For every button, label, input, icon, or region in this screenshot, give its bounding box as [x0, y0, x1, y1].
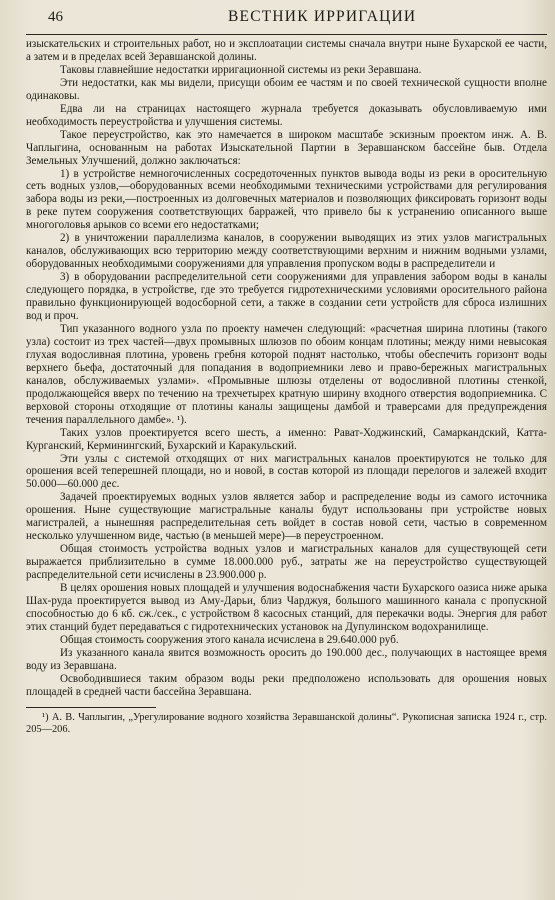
paragraph: Освободившиеся таким образом воды реки предположено использовать для орошения новых площадей в средней части бассейна Зеравшана. — [26, 672, 547, 698]
paragraph: Тип указанного водного узла по проекту намечен следующий: «расчетная ширина плотины (такого узла) состоит из трех частей—двух промывных шлюзов по обоим концам плотины; между ними невысокая глухая водосливная плотина, уровень гребня которой поднят настолько, чтобы обеспечить горизонт воды верхнего бьефа, достаточный для попадания в водоприемники лево и право-бережных магистральных каналов, обслуживаемых узлами». «Промывные шлюзы отделены от водосливной плотины стенкой, продолжающейся вверх по течению на трехчетырех кратную ширину входного отверстия водоприемника. С верховой стороны отходящие от плотины каналы защищены дамбой и траверсами для предупреждения течения параллельного дамбе». ¹). — [26, 322, 547, 426]
paragraph: В целях орошения новых площадей и улучшения водоснабжения части Бухарского оазиса ниже арыка Шах-руда проектируется вывод из Аму-Дарьи, близ Чарджуя, большого машинного канала с пропускной способностью до 6 кб. сж./сек., с устройством 8 касосных станций, для перекачки воды. Энергия для работ этих станций будет передаваться с гидротехнических установок на Дупулинском водохранилище. — [26, 582, 547, 633]
paragraph: Таковы главнейшие недостатки ирригационной системы из реки Зеравшана. — [60, 63, 422, 76]
list-item: 2) в уничтожении параллелизма каналов, в сооружении выводящих из этих узлов магистральных каналов, обслуживающих всю территорию между соответствующими верхним и нижним водными узлами, оборудованных необходимыми сооружениями для управления пропуском воды в распределители и — [26, 232, 547, 271]
paragraph: Такое переустройство, как это намечается в широком масштабе эскизным проектом инж. А. В. Чаплыгина, основанным на работах Изыскательной Партии в Зеравшанском бассейне быв. Отдела Земельных Улучшений, должно заключаться: — [26, 128, 547, 167]
paragraph: Едва ли на страницах настоящего журнала требуется доказывать обусловливаемую ими необходимость переустройства и улучшения системы. — [26, 102, 547, 128]
paragraph: Задачей проектируемых водных узлов является забор и распределение воды из самого источника орошения. Ныне существующие магистральные каналы будут использованы при устройстве новых магистралей, а нынешняя распределительная сеть войдет в состав новой сети, частью в современном несколько улучшенном виде, частью (в меньшей мере)—в переустроенном. — [26, 491, 547, 543]
list-item: 3) в оборудовании распределительной сети сооружениями для управления забором воды в каналы следующего порядка, в устройстве, где это требуется гидротехническими условиями оросительного района правильно функционирующей водосборной сети, а также в создании сети устройств для сброса излишних вод и проч. — [26, 271, 547, 323]
paragraph: Общая стоимость устройства водных узлов и магистральных каналов для существующей сети выражается приблизительно в сумме 18.000.000 руб., затраты же на переустройство существующей распределительной сети исчислены в 23.900.000 р. — [26, 543, 547, 582]
paragraph: Эти недостатки, как мы видели, присущи обоим ее частям и по своей технической сущности вполне одинаковы. — [26, 76, 547, 102]
page-number: 46 — [48, 9, 63, 25]
page-header — [26, 8, 547, 34]
footnote: ¹) А. В. Чаплыгин, „Урегулирование водного хозяйства Зеравшанской долины“. Рукописная записка 1924 г., стр. 205—206. — [26, 711, 547, 736]
journal-title: ВЕСТНИК ИРРИГАЦИИ — [228, 8, 417, 25]
list-item: 1) в устройстве немногочисленных сосредоточенных пунктов вывода воды из реки в оросительную сеть водных узлов,—оборудованных всеми необходимыми техническими устройствами для регулирования забора воды из реки,—построенных из долговечных материалов и позволяющих фиксировать горизонт воды в реке путем сооружения соответствующих барражей, что привело бы к устранению описанного выше многоголовья арыков со всеми его недостатками; — [26, 167, 547, 232]
paragraph: Эти узлы с системой отходящих от них магистральных каналов проектируются не только для орошения всей теперешней площади, но и новой, в состав которой из площади перелогов и залежей входит 50.000—60.000 дес. — [26, 452, 547, 491]
paragraph: изыскательских и строительных работ, но и эксплоатации системы сначала внутри ныне Бухарской ее части, а затем и в пределах всей Зеравшанской долины. — [26, 38, 547, 63]
header-rule — [26, 34, 547, 35]
paragraph: Таких узлов проектируется всего шесть, а именно: Рават-Ходжинский, Самаркандский, Катта-Курганский, Керминингский, Бухарский и Каракульский. — [26, 426, 547, 452]
paragraph: Из указанного канала явится возможность оросить до 190.000 дес., получающих в настоящее время воду из Зеравшана. — [26, 646, 547, 672]
article-body — [26, 38, 547, 699]
paragraph: Общая стоимость сооружения этого канала исчислена в 29.640.000 руб. — [60, 633, 399, 646]
footnote-rule — [26, 707, 156, 708]
